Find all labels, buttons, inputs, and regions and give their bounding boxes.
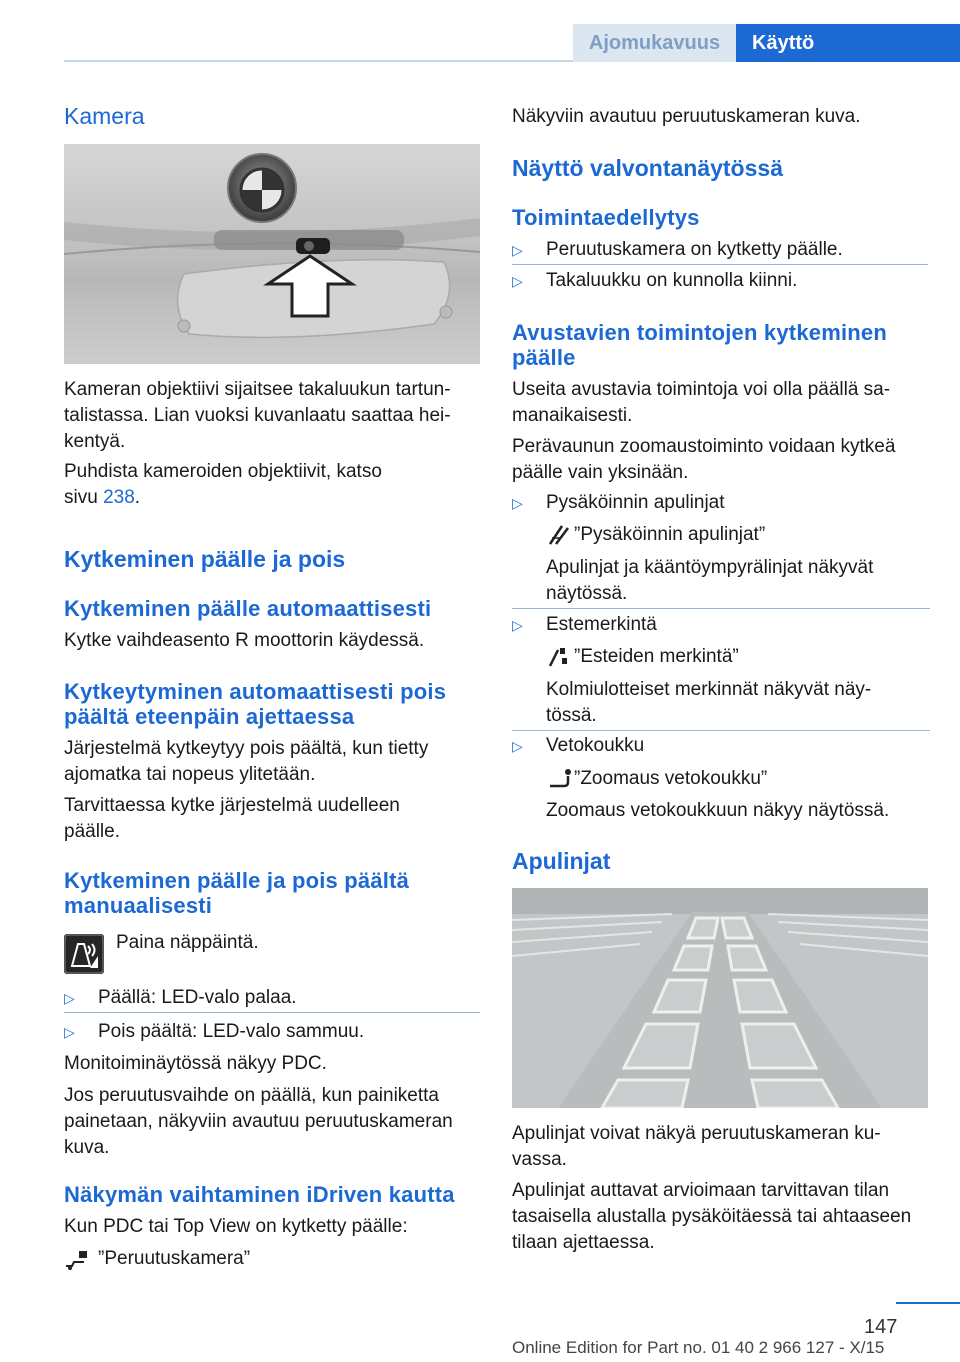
parking-lines-icon — [546, 522, 572, 546]
bullet-triangle-icon: ▷ — [512, 738, 523, 754]
auto-text: Kytke vaihdeasento R moottorin käydessä. — [64, 630, 425, 651]
heading-idrive: Näkymän vaihtaminen iDriven kautta — [64, 1182, 455, 1207]
assist-item-hitch-menu: ”Zoomaus vetokoukku” — [574, 768, 768, 789]
bullet-divider — [512, 608, 930, 609]
assist-item-parking-lines-desc: Apulinjat ja kääntöympyrälinjat näkyvät näytössä. — [546, 557, 874, 604]
bullet-triangle-icon: ▷ — [512, 273, 523, 289]
page-link-238[interactable]: 238 — [103, 487, 135, 508]
manual-paragraph-2: Jos peruutusvaihde on päällä, kun painiketta painetaan, näkyviin avautuu peruutuskameran kuva. — [64, 1085, 453, 1158]
bullet-triangle-icon: ▷ — [64, 1024, 75, 1040]
tab-section[interactable]: Ajomukavuus — [573, 24, 736, 62]
obstacle-marking-icon — [546, 644, 572, 668]
page-number: 147 — [864, 1316, 898, 1338]
auto-off-paragraph-1: Järjestelmä kytkeytyy pois päältä, kun tietty ajomatka tai nopeus ylitetään. — [64, 738, 429, 785]
footer-rule — [896, 1302, 960, 1304]
guides-paragraph-1: Apulinjat voivat näkyä peruutuskameran ku- vassa. — [512, 1123, 881, 1170]
camera-photo — [64, 144, 480, 364]
camera-heading: Kamera — [64, 103, 145, 129]
idrive-menu-item: ”Peruutuskamera” — [98, 1248, 251, 1269]
heading-manual: Kytkeminen päälle ja pois päältä manuaalisesti — [64, 868, 410, 918]
assist-paragraph-1: Useita avustavia toimintoja voi olla päällä sa- manaikaisesti. — [512, 379, 891, 426]
camera-paragraph-1: Kameran objektiivi sijaitsee takaluukun tartun- talistassa. Lian vuoksi kuvanlaatu saattaa hei- kentyä. — [64, 379, 451, 452]
pdc-button-icon — [64, 934, 104, 974]
idrive-text: Kun PDC tai Top View on kytketty päälle: — [64, 1216, 408, 1237]
assist-item-obstacle-desc: Kolmiulotteiset merkinnät näkyvät näy- tössä. — [546, 679, 872, 726]
heading-display: Näyttö valvontanäytössä — [512, 155, 783, 181]
manual-press: Paina näppäintä. — [116, 932, 259, 953]
manual-paragraph-1: Monitoiminäytössä näkyy PDC. — [64, 1053, 327, 1074]
heading-guides: Apulinjat — [512, 848, 611, 874]
intro-text: Näkyviin avautuu peruutuskameran kuva. — [512, 106, 861, 127]
assist-paragraph-2: Perävaunun zoomaustoiminto voidaan kytkeä päälle vain yksinään. — [512, 436, 896, 483]
bullet-triangle-icon: ▷ — [64, 990, 75, 1006]
bullet-divider — [512, 264, 928, 265]
guides-paragraph-2: Apulinjat auttavat arvioimaan tarvittavan tilan tasaisella alustalla pysäköitäessä tai ahtaaseen tilaan ajettaessa. — [512, 1180, 912, 1253]
reverse-camera-icon — [64, 1248, 90, 1272]
heading-switch: Kytkeminen päälle ja pois — [64, 546, 346, 572]
bullet-divider — [64, 1012, 480, 1013]
footer-edition: Online Edition for Part no. 01 40 2 966 127 - X/15 — [512, 1338, 885, 1357]
assist-item-hitch-desc: Zoomaus vetokoukkuun näkyy näytössä. — [546, 800, 890, 821]
heading-requirements: Toimintaedellytys — [512, 205, 700, 230]
bullet-triangle-icon: ▷ — [512, 495, 523, 511]
heading-auto-off: Kytkeytyminen automaattisesti pois päältä eteenpäin ajettaessa — [64, 679, 447, 729]
auto-off-paragraph-2: Tarvittaessa kytke järjestelmä uudelleen päälle. — [64, 795, 400, 842]
assist-item-obstacle-menu: ”Esteiden merkintä” — [574, 646, 739, 667]
trailer-hitch-icon — [546, 766, 572, 790]
camera-paragraph-2: Puhdista kameroiden objektiivit, katso sivu 238. — [64, 461, 382, 508]
guide-lines-image — [512, 888, 928, 1108]
heading-auto: Kytkeminen päälle automaattisesti — [64, 596, 432, 621]
bullet-triangle-icon: ▷ — [512, 242, 523, 258]
heading-assist: Avustavien toimintojen kytkeminen päälle — [512, 320, 887, 370]
bullet-divider — [512, 730, 930, 731]
tab-active[interactable]: Käyttö — [736, 24, 960, 62]
bullet-triangle-icon: ▷ — [512, 617, 523, 633]
assist-item-parking-lines-menu: ”Pysäköinnin apulinjat” — [574, 524, 766, 545]
